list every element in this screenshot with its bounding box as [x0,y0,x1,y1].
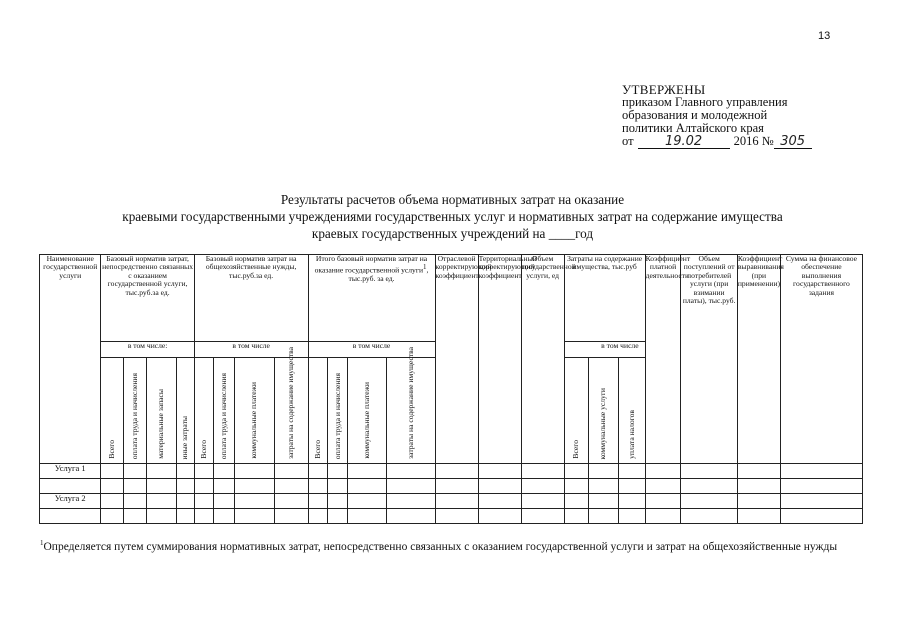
approval-line: приказом Главного управления [622,95,788,109]
subcol-header: оплата труда и начисления [214,358,234,464]
header-service-name: Наименование государственной услуги [40,255,101,464]
subcol-header: уплата налогов [618,358,645,464]
subcol-header: коммунальные платежи [234,358,274,464]
subcol-header: Всего [194,358,213,464]
page-number: 13 [818,30,831,42]
header-total-base-text: Итого базовый норматив затрат на оказание государственной услуги [314,254,428,275]
table-row [40,494,863,509]
date-field [638,135,730,149]
footnote-marker: 1 [423,263,427,272]
table-row [40,509,863,524]
header-total-base-unit: , тыс.руб. за ед. [348,265,429,284]
including-label: в том числе [194,342,308,358]
subcol-header: оплата труда и начисления [124,358,147,464]
footnote-text: Определяется путем суммирования нормативных затрат, непосредственно связанных с оказанием государственной услуги и затрат на общехозяйственные нужды [43,540,838,553]
subcol-header: Всего [564,358,589,464]
including-label: в том числе: [101,342,194,358]
approval-line: политики Алтайского края [622,121,764,135]
row-label: Услуга 2 [40,494,101,509]
order-number-field [774,135,812,149]
title-line-1: Результаты расчетов объема нормативных затрат на оказание [280,192,625,207]
header-total-base [308,255,435,342]
title-line-2: краевыми государственными учреждениями государственных услуг и нормативных затрат на содержание имущества [122,209,783,224]
including-label: в том числе [308,342,435,358]
title-line-3: краевых государственных учреждений на ____год [311,226,594,241]
footnote-mark: 1 [40,539,44,547]
subcol-header: оплата труда и начисления [327,358,347,464]
handwritten-number: 305 [780,134,806,149]
subcol-header: иные затраты [177,358,194,464]
header-volume: Объем государственной услуги, ед [521,255,564,464]
subcol-header: коммунальные услуги [589,358,619,464]
subcol-header: материальные запасы [146,358,177,464]
subcol-header: затраты на содержание имущества [274,358,308,464]
header-base-general: Базовый норматив затрат на общехозяйственные нужды, тыс.руб.за ед. [194,255,308,342]
subcol-header: затраты на содержание имущества [387,358,435,464]
header-base-direct: Базовый норматив затрат, непосредственно связанных с оказанием государственной услуги, тыс.руб.за ед. [101,255,194,342]
date-year: 2016 № [733,134,774,148]
table-row [40,479,863,494]
header-sum-total: Сумма на финансовое обеспечение выполнения государственного задания [780,255,862,464]
approval-heading: УТВЕРЖЕНЫ [622,82,706,97]
calculation-table [39,254,863,524]
row-label: Услуга 1 [40,464,101,479]
subcol-header: Всего [101,358,124,464]
subcol-header: Всего [308,358,327,464]
approval-line: образования и молодежной [622,108,768,122]
footnote [40,536,864,554]
approval-block [622,83,812,149]
header-leveling-coef: Коэффициент выравнивания (при применении) [737,255,780,464]
approval-date-line [622,135,812,149]
including-label: в том числе [564,342,645,358]
header-industry-coef: Отраслевой корректирующий коэффициент [435,255,478,464]
table-row [40,464,863,479]
date-prefix: от [622,134,634,148]
header-payment-coef: Коэффициент платной деятельности [645,255,681,464]
header-income-volume: Объем поступлений от потребителей услуги (при взимании платы), тыс.руб. [681,255,737,464]
subcol-header: коммунальные платежи [348,358,387,464]
header-property-costs: Затраты на содержание имущества, тыс.руб [564,255,645,342]
handwritten-date: 19.02 [664,134,703,149]
header-territorial-coef: Территориальный корректирующий коэффициент [478,255,521,464]
